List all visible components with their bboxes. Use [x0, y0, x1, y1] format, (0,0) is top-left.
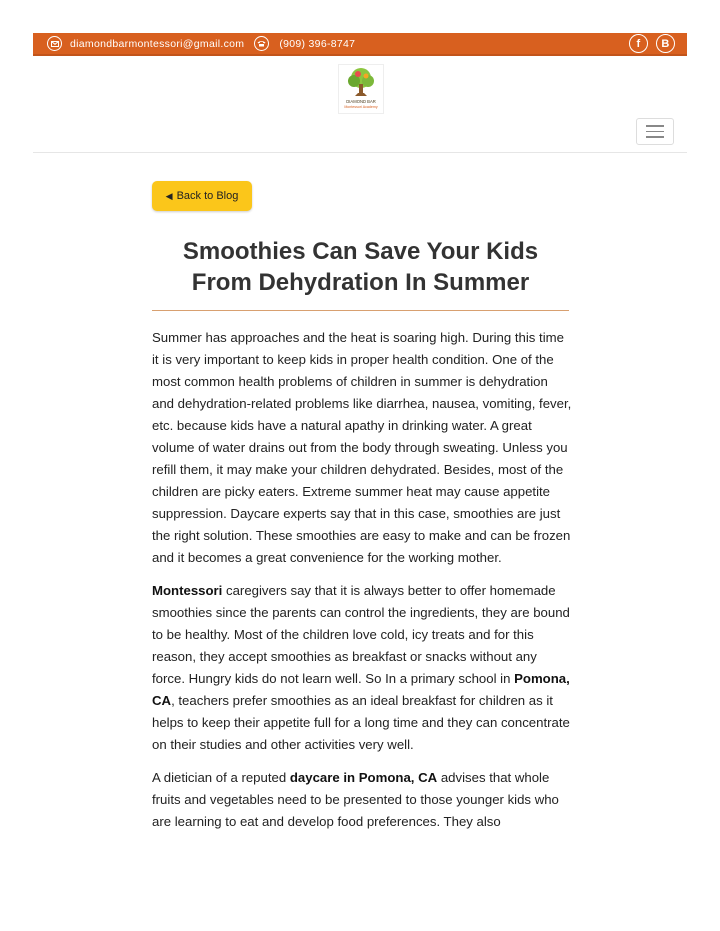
daycare-pomona-link[interactable]: daycare in Pomona, CA — [289, 770, 438, 785]
blogger-icon[interactable]: B — [656, 34, 675, 53]
facebook-icon[interactable]: f — [629, 34, 648, 53]
article-paragraph-1: Summer has approaches and the heat is soaring high. During this time it is very important to keep kids in proper health condition. One of the most common health problems of children in summer is dehydration and dehydration-related problems like diarrhea, nausea, vomiting, fever, etc. because kids have a natural apathy in drinking water. A great volume of water drains out from the body through sweating. Unless you refill them, it may make your children dehydrated. Besides, most of the children are picky eaters. Extreme summer heat may cause appetite suppression. Daycare experts say that in this case, smoothies are just the right solution. These smoothies are easy to make and can be frozen and it becomes a great convenience for the working mother. — [152, 330, 572, 565]
article-title — [152, 236, 569, 298]
social-links — [629, 34, 675, 53]
article-title-line2: From Dehydration In Summer — [191, 269, 530, 296]
back-to-blog-button[interactable] — [152, 181, 252, 211]
logo-line2: Montessori Academy — [344, 105, 378, 109]
contact-email[interactable]: diamondbarmontessori@gmail.com — [70, 37, 245, 50]
logo-line1: DIAMOND BAR — [346, 99, 376, 104]
phone-icon[interactable] — [254, 36, 269, 51]
hamburger-menu-icon[interactable] — [636, 118, 674, 145]
back-button-label: Back to Blog — [176, 190, 239, 202]
article-body — [152, 327, 572, 844]
caret-left-icon: ◀ — [165, 190, 173, 201]
article-paragraph-2: Montessori caregivers say that it is always better to offer homemade smoothies since the parents can control the ingredients, they are bound to be healthy. Most of the children love cold, icy treats and for this reason, they accept smoothies as breakfast or snacks without any force. Hungry kids do not learn well. So In a primary school in Pomona, CA, teachers prefer smoothies as an ideal breakfast for children as it helps to keep their appetite full for a long time and they can concentrate on their studies and other activities very well. — [152, 583, 570, 752]
montessori-link[interactable]: Montessori — [152, 583, 223, 598]
site-logo[interactable] — [338, 64, 384, 114]
header-divider — [33, 152, 687, 153]
title-divider — [152, 310, 569, 311]
pomona-link[interactable]: Pomona, CA — [152, 671, 570, 708]
contact-bar — [33, 33, 687, 56]
article-title-line1: Smoothies Can Save Your Kids — [182, 238, 539, 265]
mail-icon[interactable] — [47, 36, 62, 51]
article-paragraph-3: A dietician of a reputed daycare in Pomona, CA advises that whole fruits and vegetables need to be presented to those younger kids who are learning to eat and develop food preferences. They also — [152, 770, 559, 829]
contact-phone[interactable]: (909) 396-8747 — [279, 37, 356, 50]
